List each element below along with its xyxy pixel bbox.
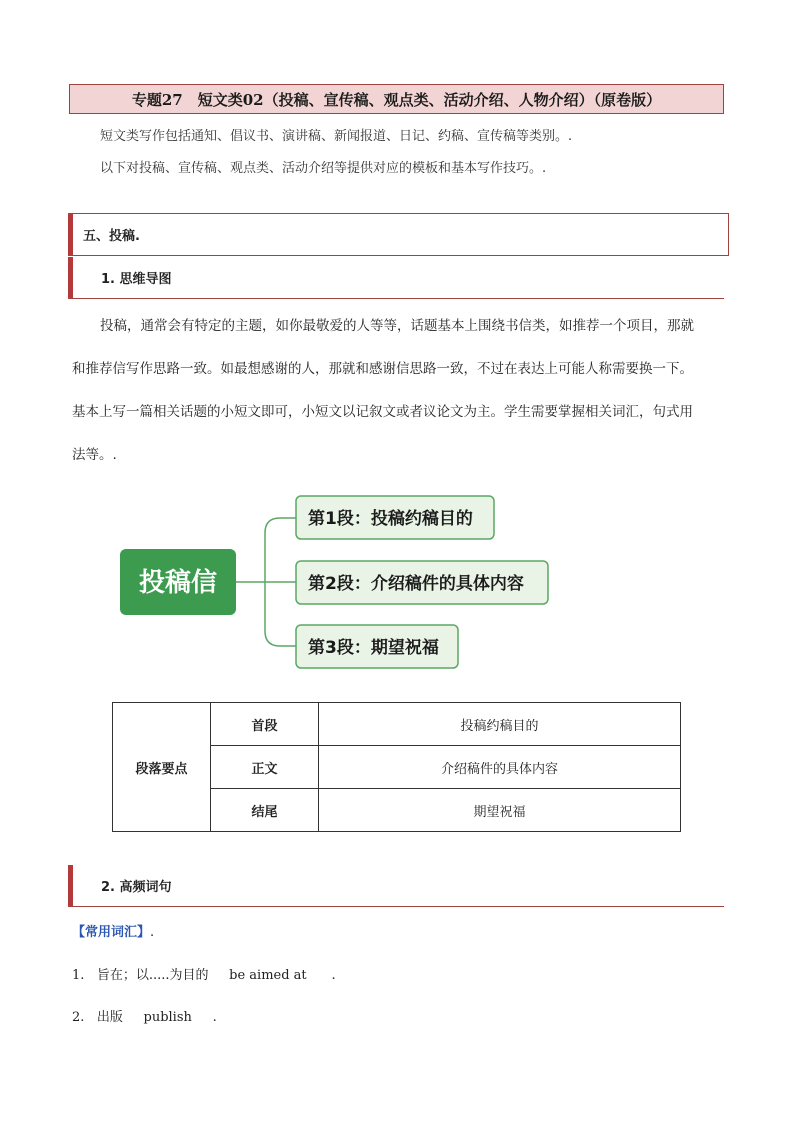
table-row-label: 正文: [211, 746, 319, 789]
vocab-item-number: 1.: [72, 968, 85, 983]
paragraph-line-3: 基本上写一篇相关话题的小短文即可，小短文以记叙文或者议论文为主。学生需要掌握相关词汇，句式用: [72, 404, 693, 420]
vocab-item-english: be aimed at: [229, 968, 307, 983]
page-title: 专题27 短文类02（投稿、宣传稿、观点类、活动介绍、人物介绍）（原卷版）: [69, 84, 724, 114]
mind-map-connectors: [236, 518, 296, 646]
table-row-value: 期望祝福: [319, 789, 681, 832]
table-row-label: 结尾: [211, 789, 319, 832]
vocab-heading-text: 【常用词汇】: [72, 925, 151, 940]
mind-map-root-label: 投稿信: [138, 568, 218, 598]
intro-line-1: 短文类写作包括通知、倡议书、演讲稿、新闻报道、日记、约稿、宣传稿等类别。.: [100, 129, 573, 144]
vocab-item-end: .: [331, 968, 336, 983]
subsection-heading-text: 1. 思维导图: [101, 272, 172, 287]
paragraph-points-table: [112, 702, 681, 832]
table-row-value: 介绍稿件的具体内容: [319, 746, 681, 789]
subsection-heading-vocab: [68, 865, 724, 907]
vocab-item-chinese: 旨在；以.....为目的: [96, 968, 209, 983]
vocab-item-english: publish: [143, 1010, 192, 1025]
paragraph-line-2: 和推荐信写作思路一致。如最想感谢的人，那就和感谢信思路一致，不过在表达上可能人称需要换一下。: [72, 361, 693, 377]
vocab-item-end: .: [212, 1010, 217, 1025]
subsection-heading-text: 2. 高频词句: [101, 880, 172, 895]
mind-map-branch-1-label: 第1段：投稿约稿目的: [308, 509, 473, 529]
section-heading: [68, 213, 729, 256]
vocab-item-number: 2.: [72, 1010, 85, 1025]
vocab-heading: [72, 921, 154, 940]
mind-map-branch-2-label: 第2段：介绍稿件的具体内容: [308, 574, 524, 594]
paragraph-line-1: 投稿，通常会有特定的主题，如你最敬爱的人等等，话题基本上围绕书信类，如推荐一个项目，那就: [100, 318, 694, 334]
section-heading-text: 五、投稿.: [83, 229, 140, 244]
table-row-label: 首段: [211, 703, 319, 746]
intro-line-2: 以下对投稿、宣传稿、观点类、活动介绍等提供对应的模板和基本写作技巧。.: [100, 161, 547, 176]
table-group-label: 段落要点: [113, 703, 211, 832]
vocab-item-chinese: 出版: [96, 1010, 123, 1025]
list-item: [72, 1006, 217, 1025]
table-row: [113, 703, 681, 746]
table-row-value: 投稿约稿目的: [319, 703, 681, 746]
list-item: [72, 964, 336, 983]
mind-map-branch-3-label: 第3段：期望祝福: [308, 638, 439, 658]
vocab-heading-suffix: .: [150, 925, 155, 940]
subsection-heading-mindmap: [68, 257, 724, 299]
mind-map: [110, 490, 560, 675]
paragraph-line-4: 法等。.: [72, 447, 117, 463]
